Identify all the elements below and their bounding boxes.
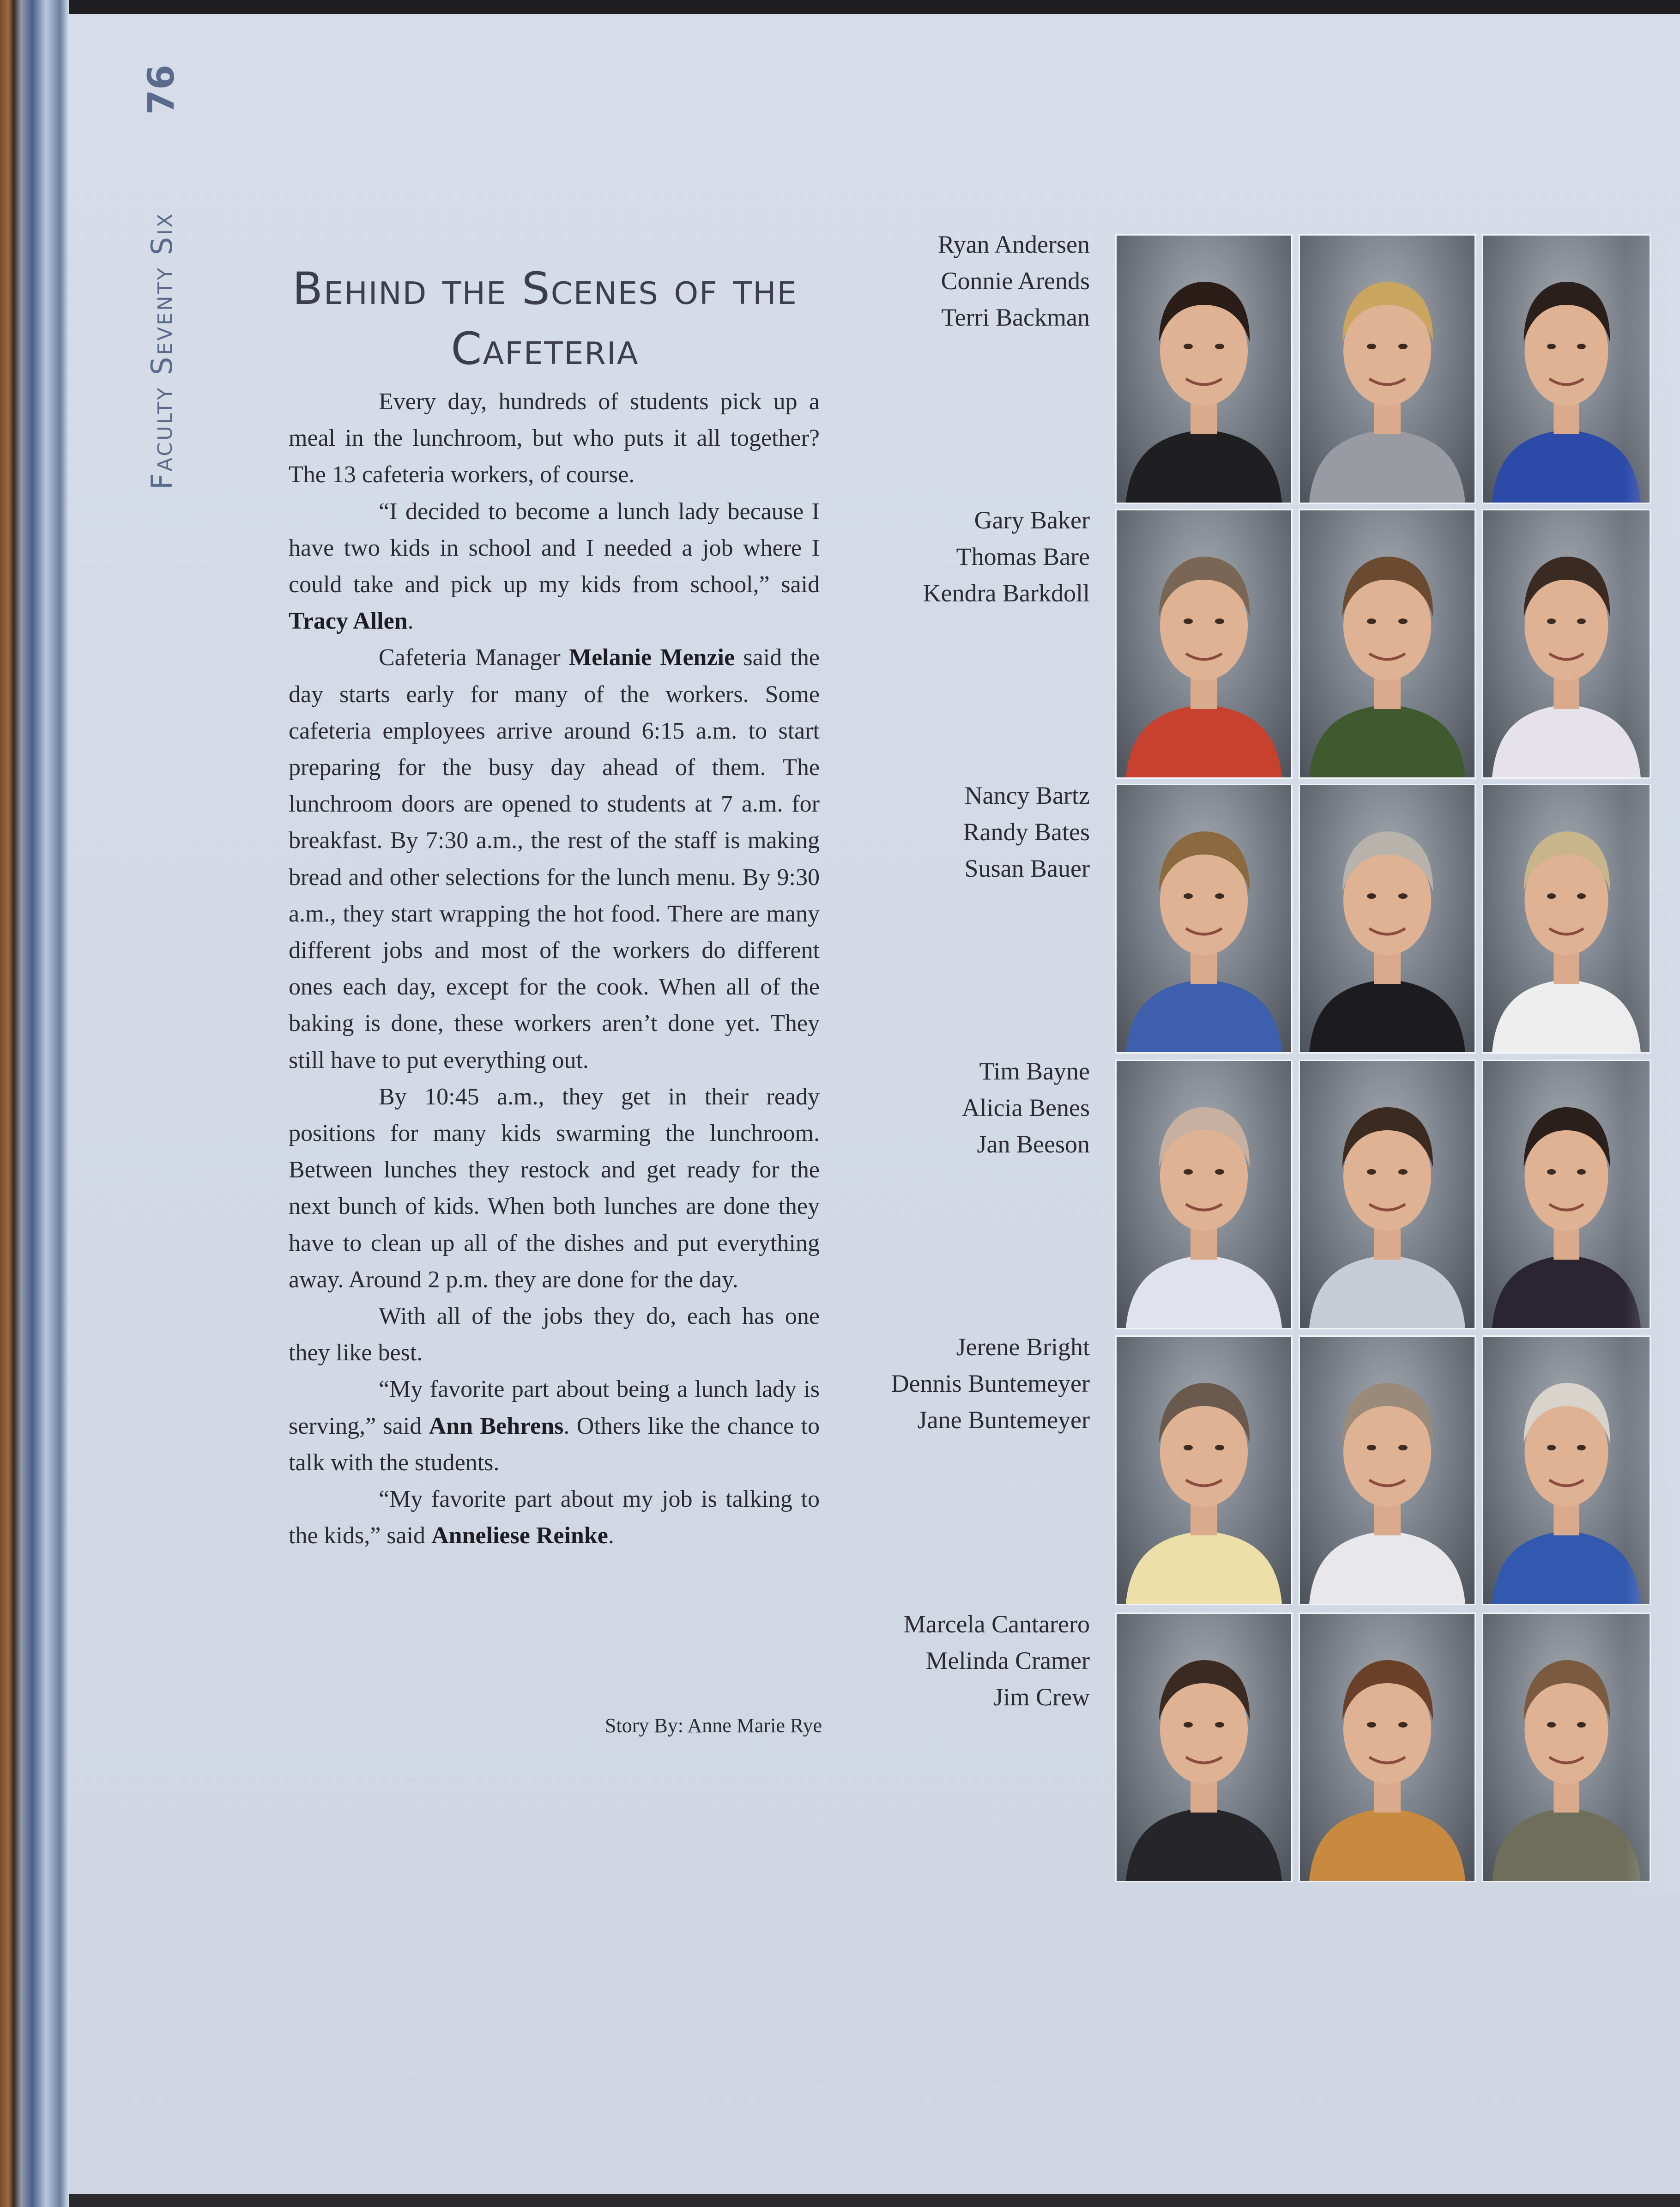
portrait-photo: [1300, 1061, 1475, 1328]
person-name: Jane Buntemeyer: [917, 1406, 1090, 1434]
story-paragraph: Every day, hundreds of students pick up a meal in the lunchroom, but who puts it all together? The 13 cafeteria workers, of course.: [289, 388, 820, 488]
person-name: Ryan Andersen: [937, 230, 1090, 258]
scan-top-edge: [0, 0, 1680, 14]
book-spine: [0, 0, 69, 2207]
portrait-photo: [1117, 236, 1291, 503]
person-name: Melinda Cramer: [925, 1647, 1090, 1674]
article-body: [289, 383, 820, 1554]
person-name: Connie Arends: [941, 267, 1090, 295]
portrait-photo: [1300, 1337, 1475, 1604]
portrait-photo: [1300, 1614, 1475, 1881]
story-paragraph: “My favorite part about my job is talking to the kids,” said Anneliese Reinke.: [289, 1486, 820, 1549]
portrait-photo: [1300, 236, 1475, 503]
portrait-photo: [1117, 510, 1291, 777]
person-name: Tim Bayne: [979, 1057, 1090, 1085]
quoted-name: Anneliese Reinke: [431, 1522, 608, 1549]
running-head: [134, 65, 189, 490]
person-name: Jim Crew: [993, 1683, 1090, 1711]
story-paragraph: With all of the jobs they do, each has one they like best.: [289, 1303, 820, 1366]
portrait-photo: [1117, 1061, 1291, 1328]
article-title: Behind the Scenes of the Cafeteria: [292, 263, 798, 375]
person-name: Gary Baker: [974, 506, 1090, 534]
portrait-photo: [1117, 1337, 1291, 1604]
page-number: 76: [141, 65, 182, 115]
person-name: Thomas Bare: [956, 543, 1090, 570]
story-paragraph: “I decided to become a lunch lady because I have two kids in school and I needed a job where I could take and pick up my kids from school,” said Tracy Allen.: [289, 498, 820, 635]
portrait-photo: [1117, 1614, 1291, 1881]
portrait-names-row: [845, 1329, 1090, 1438]
person-name: Nancy Bartz: [964, 782, 1090, 809]
portrait-names-row: [845, 1606, 1090, 1716]
byline: Story By: Anne Marie Rye: [605, 1714, 822, 1737]
portrait-names-row: [845, 502, 1090, 612]
portrait-photo: [1117, 785, 1291, 1052]
quoted-name: Melanie Menzie: [568, 644, 735, 671]
quoted-name: Ann Behrens: [429, 1413, 564, 1439]
story-paragraph: By 10:45 a.m., they get in their ready positions for many kids swarming the lunchroom. Between lunches they restock and get ready for the next bunch of kids. When both lunches are done they have to clean up all of the dishes and put everything away. Around 2 p.m. they are done for the day.: [289, 1083, 820, 1293]
story-paragraph: “My favorite part about being a lunch lady is serving,” said Ann Behrens. Others like the chance to talk with the students.: [289, 1376, 820, 1476]
page-curl-shade: [1625, 222, 1680, 1894]
quoted-name: Tracy Allen: [289, 608, 408, 635]
person-name: Randy Bates: [963, 818, 1090, 846]
person-name: Dennis Buntemeyer: [891, 1370, 1090, 1397]
person-name: Kendra Barkdoll: [923, 579, 1090, 607]
portrait-names-row: [845, 226, 1090, 336]
portrait-names-row: [845, 1053, 1090, 1163]
person-name: Jan Beeson: [977, 1130, 1090, 1158]
person-name: Marcela Cantarero: [903, 1610, 1090, 1638]
portrait-photo: [1300, 785, 1475, 1052]
person-name: Jerene Bright: [956, 1333, 1090, 1361]
story-paragraph: Cafeteria Manager Melanie Menzie said the day starts early for many of the workers. Some cafeteria employees arrive around 6:15 a.m. to start preparing for the busy day ahead of them. The lunchroom doors are opened to students at 7 a.m. for breakfast. By 7:30 a.m., the rest of the staff is making bread and other selections for the lunch menu. By 9:30 a.m., they start wrapping the hot food. There are many different jobs and most of the workers do different ones each day, except for the cook. When all of the baking is done, these workers aren’t done yet. They still have to put everything out.: [289, 644, 820, 1073]
person-name: Terri Backman: [941, 303, 1090, 331]
person-name: Alicia Benes: [961, 1094, 1090, 1122]
person-name: Susan Bauer: [964, 855, 1090, 882]
running-head-section: Faculty Seventy Six: [145, 212, 179, 490]
portrait-names-row: [845, 777, 1090, 887]
portrait-photo: [1300, 510, 1475, 777]
